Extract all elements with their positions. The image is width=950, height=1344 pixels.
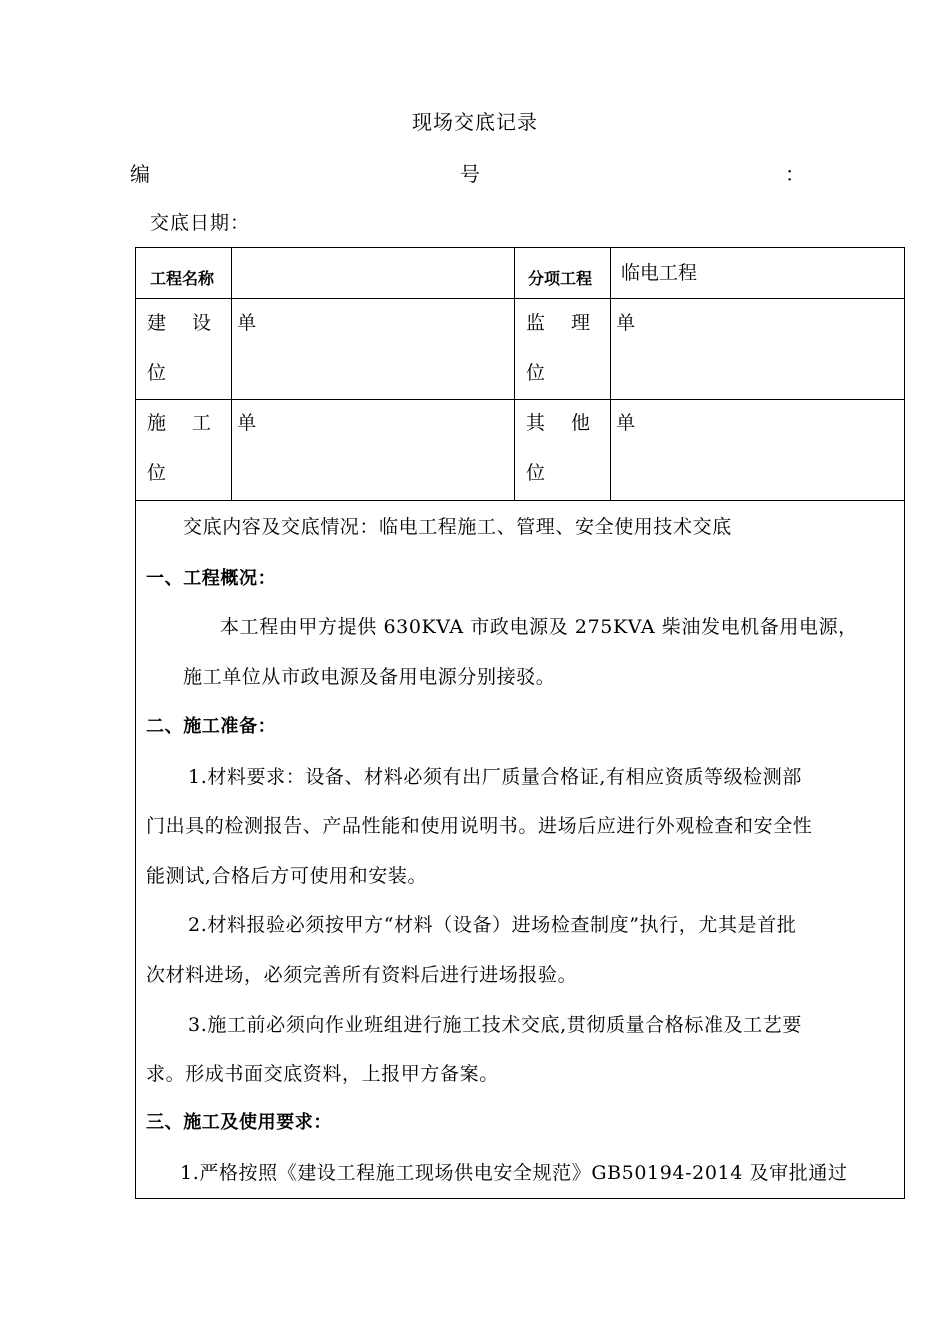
sub-project-label: 分项工程 bbox=[528, 269, 593, 288]
paragraph-line: 门出具的检测报告、产品性能和使用说明书。进场后应进行外观检查和安全性 bbox=[146, 815, 813, 837]
project-name-label: 工程名称 bbox=[150, 269, 215, 288]
table-divider bbox=[136, 500, 904, 501]
disclosure-table bbox=[135, 247, 905, 1199]
serial-colon: ： bbox=[785, 162, 805, 186]
supervisor-label-line2: 位 bbox=[526, 362, 556, 384]
section-heading-overview: 一、工程概况： bbox=[146, 568, 277, 589]
document-title: 现场交底记录 bbox=[412, 110, 538, 134]
builder-label-line1: 建 设 单 bbox=[147, 312, 267, 334]
sub-project-value: 临电工程 bbox=[621, 262, 698, 284]
builder-label bbox=[147, 298, 266, 398]
section-heading-requirements: 三、施工及使用要求： bbox=[146, 1112, 332, 1133]
paragraph-line: 求。形成书面交底资料，上报甲方备案。 bbox=[146, 1063, 499, 1085]
supervisor-label bbox=[526, 298, 645, 398]
paragraph-line: 1.材料要求：设备、材料必须有出厂质量合格证,有相应资质等级检测部 bbox=[188, 766, 802, 788]
paragraph-line: 2.材料报验必须按甲方“材料（设备）进场检查制度”执行，尤其是首批 bbox=[188, 914, 797, 936]
constructor-label bbox=[147, 398, 266, 498]
paragraph-line: 次材料进场，必须完善所有资料后进行进场报验。 bbox=[146, 964, 578, 986]
serial-label-char2: 号 bbox=[460, 162, 480, 186]
table-divider bbox=[514, 248, 515, 500]
section-heading-preparation: 二、施工准备： bbox=[146, 716, 277, 737]
other-unit-label-line2: 位 bbox=[526, 462, 556, 484]
serial-number-row bbox=[130, 158, 805, 186]
paragraph-line: 本工程由甲方提供 630KVA 市政电源及 275KVA 柴油发电机备用电源， bbox=[220, 616, 858, 638]
supervisor-label-line1: 监 理 单 bbox=[526, 312, 646, 334]
paragraph-line: 能测试,合格后方可使用和安装。 bbox=[146, 865, 428, 887]
paragraph-line: 3.施工前必须向作业班组进行施工技术交底,贯彻质量合格标准及工艺要 bbox=[188, 1014, 802, 1036]
content-intro: 交底内容及交底情况：临电工程施工、管理、安全使用技术交底 bbox=[183, 516, 732, 538]
disclosure-date-label: 交底日期： bbox=[150, 212, 251, 234]
other-unit-label-line1: 其 他 单 bbox=[526, 412, 646, 434]
constructor-label-line2: 位 bbox=[147, 462, 177, 484]
constructor-label-line1: 施 工 单 bbox=[147, 412, 267, 434]
paragraph-line: 1.严格按照《建设工程施工现场供电安全规范》GB50194-2014 及审批通过 bbox=[180, 1162, 848, 1184]
serial-label-char1: 编 bbox=[130, 162, 150, 186]
paragraph-line: 施工单位从市政电源及备用电源分别接驳。 bbox=[183, 666, 556, 688]
builder-label-line2: 位 bbox=[147, 362, 177, 384]
other-unit-label bbox=[526, 398, 645, 498]
